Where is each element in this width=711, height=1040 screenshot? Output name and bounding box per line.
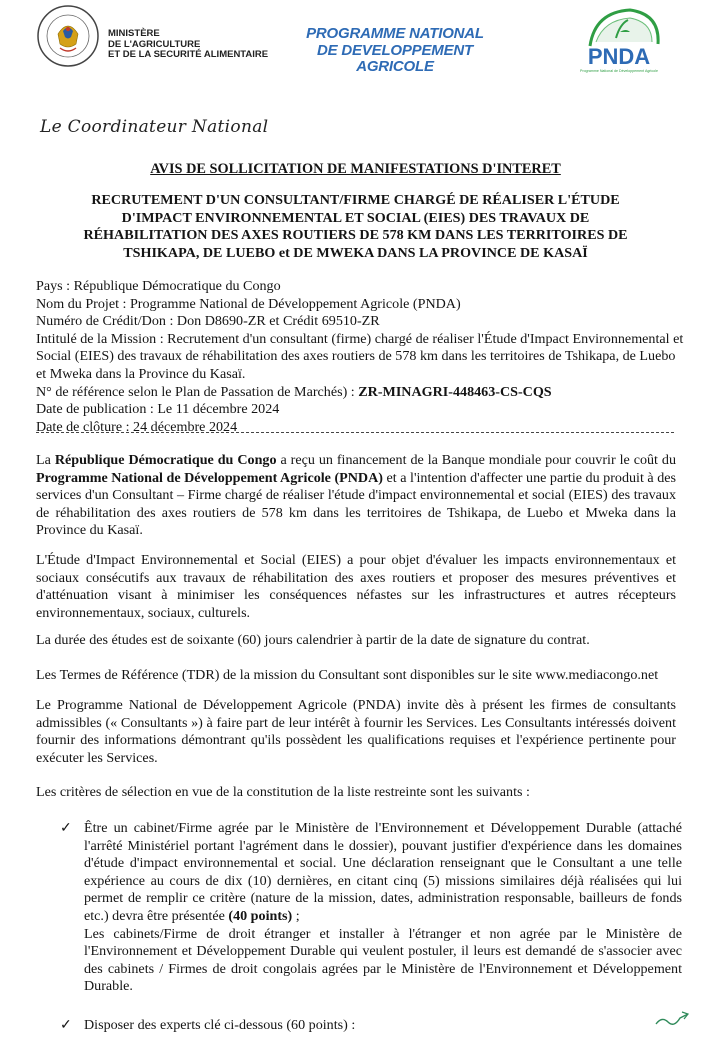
recruitment-title-line: RECRUTEMENT D'UN CONSULTANT/FIRME CHARGÉ DE RÉALISER L'ÉTUDE — [91, 192, 620, 208]
paragraph-duration: La durée des études est de soixante (60) jours calendrier à partir de la date de signature du contrat. — [36, 632, 590, 648]
logo-subtext: Programme National de Développement Agricole — [580, 69, 658, 73]
pnda-logo — [560, 6, 680, 86]
paragraph-financing — [36, 452, 676, 540]
checkmark-icon: ✓ — [60, 1017, 72, 1033]
paragraph-tdr: Les Termes de Référence (TDR) de la mission du Consultant sont disponibles sur le site www.mediacongo.net — [36, 667, 659, 683]
info-publication-date: Date de publication : Le 11 décembre 2024 — [36, 401, 280, 418]
info-reference — [36, 384, 686, 402]
recruitment-title-line: TSHIKAPA, DE LUEBO et DE MWEKA DANS LA PROVINCE DE KASAÏ — [123, 244, 588, 261]
programme-bold: Programme National de Développement Agricole (PNDA) — [36, 469, 383, 486]
paragraph-objective: L'Étude d'Impact Environnemental et Social (EIES) a pour objet d'évaluer les impacts environnementaux et sociaux consécutifs aux travaux de réhabilitation des axes routiers et proposer des mesures préventives et d'atténuation visant à minimiser les conséquences néfastes sur les infrastructures et autres récepteurs environnementaux, sociaux, culturels. — [36, 552, 676, 621]
info-credit-number: Numéro de Crédit/Don : Don D8690-ZR et Crédit 69510-ZR — [36, 313, 380, 330]
info-project-name: Nom du Projet : Programme National de Développement Agricole (PNDA) — [36, 295, 461, 312]
programme-line: DE DEVELOPPEMENT — [317, 41, 473, 59]
ministry-line: MINISTÈRE — [108, 28, 160, 39]
ministry-line: ET DE LA SECURITÉ ALIMENTAIRE — [108, 49, 269, 60]
reference-value: ZR-MINAGRI-448463-CS-CQS — [358, 383, 552, 400]
programme-line: AGRICOLE — [356, 58, 434, 75]
initials-mark — [652, 1010, 692, 1028]
p1-text: et a l'intention d'affecter une partie du produit à des services d'un Consultant – Firme chargé de réaliser l'étude d'impact environnemental et social (EIES) des travaux de réhabilitation des axes routiers de 578 km dans les territoires de Tshikapa, de Luebo et Mweka dans la Province du Kasaï. — [36, 469, 676, 539]
project-info — [36, 278, 686, 436]
info-mission: Intitulé de la Mission : Recrutement d'un consultant (firme) chargé de réaliser l'Étude d'Impact Environnemental et Social (EIES) des travaux de réhabilitation des axes routiers de 578 km dans les territoires de Tshikapa, de Luebo et Mweka dans la Province du Kasaï. — [36, 330, 684, 382]
coordinator-signature-title: Le Coordinateur National — [40, 117, 269, 137]
recruitment-title — [30, 192, 681, 262]
criteria-bullet-2 — [60, 1017, 682, 1035]
criteria-text — [84, 820, 682, 926]
criteria-bullet-1 — [60, 820, 682, 996]
ministry-line: DE L'AGRICULTURE — [108, 38, 201, 50]
criteria-end: ; — [292, 907, 300, 924]
paragraph-invitation: Le Programme National de Développement Agricole (PNDA) invite dès à présent les firmes de consultants admissibles (« Consultants ») à faire part de leur intérêt à fournir les Services. Les Consultants intéressés doivent fournir des informations démontrant qu'ils possèdent les qualifications requises et l'expérience pertinente pour exécuter les Services. — [36, 697, 676, 766]
logo-text: PNDA — [587, 44, 651, 69]
ministry-name — [108, 29, 268, 61]
info-country: Pays : République Démocratique du Congo — [36, 278, 281, 294]
programme-name — [290, 26, 500, 76]
paragraph-criteria-intro: Les critères de sélection en vue de la constitution de la liste restreinte sont les suivants : — [36, 784, 530, 800]
criteria-text: Disposer des experts clé ci-dessous (60 points) : — [84, 1017, 356, 1033]
coat-of-arms-seal — [36, 4, 100, 68]
info-closing-date: Date de clôture : 24 décembre 2024 — [36, 418, 238, 435]
p1-text: La — [36, 452, 55, 468]
checkmark-icon: ✓ — [60, 820, 72, 836]
programme-line: PROGRAMME NATIONAL — [306, 25, 484, 42]
criteria-points: (40 points) — [228, 907, 293, 924]
criteria-text-foreign: Les cabinets/Firme de droit étranger et installer à l'étranger et non agrée par le Ministère de l'Environnement et Développement Durable qui veulent postuler, il leurs est demandé de s'associer avec des cabinets / Firmes de droit congolais agrées par le Ministère de l'Environnement et Développement Durable. — [84, 925, 682, 995]
criteria-body: Être un cabinet/Firme agrée par le Ministère de l'Environnement et Développement Durable (attaché l'arrêté Ministériel portant l'agrément dans le dossier), pouvant justifier d'expérience dans les domaines d'étude d'impact environnemental et social. Une déclaration renseignant que le Consultant a une telle expérience au cours de dix (10) dernières, en citant cinq (5) missions similaires déjà réalisées qui lui permet de remplir ce critère (nature de la mission, dates, administration responsable, bailleurs de fonds etc.) devra être présentée — [84, 820, 682, 924]
notice-title: AVIS DE SOLLICITATION DE MANIFESTATIONS D'INTERET — [150, 161, 561, 177]
reference-label: N° de référence selon le Plan de Passation de Marchés) : — [36, 383, 359, 400]
p1-text: a reçu un financement de la Banque mondiale pour couvrir le coût du — [276, 452, 677, 468]
recruitment-title-line: RÉHABILITATION DES AXES ROUTIERS DE 578 KM DANS LES TERRITOIRES DE — [83, 227, 628, 243]
dashed-separator — [36, 432, 674, 433]
country-bold: République Démocratique du Congo — [54, 452, 277, 468]
recruitment-title-line: D'IMPACT ENVIRONNEMENTAL ET SOCIAL (EIES) DES TRAVAUX DE — [121, 209, 590, 226]
